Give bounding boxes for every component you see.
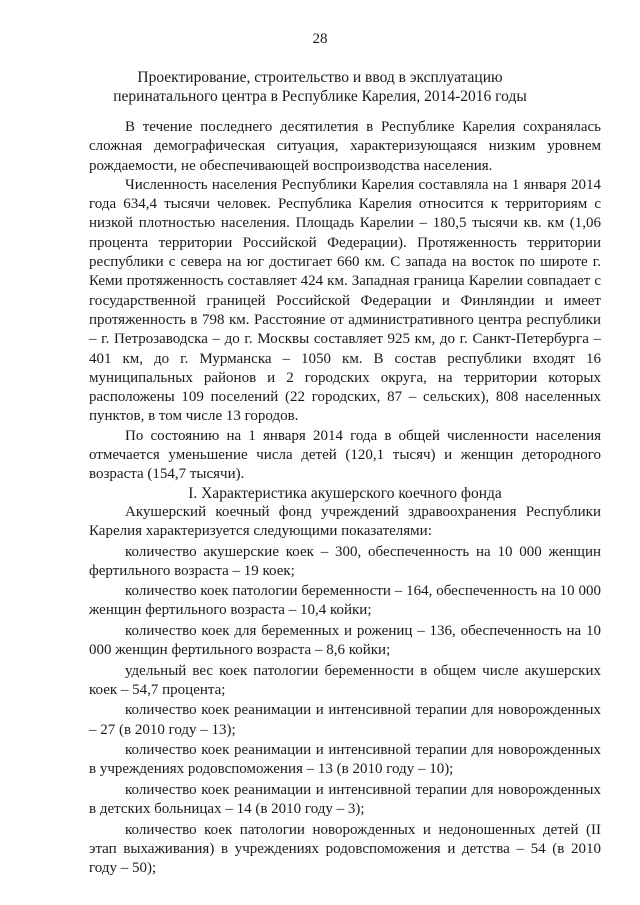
intro-paragraph-2: Численность населения Республики Карелия составляла на 1 января 2014 года 634,4 тысячи человек. Республика Карелия относится к территориям с низкой плотностью населения. Площадь Карелии – 180,5 тысячи кв. км (1,06 процента территории Российской Федерации). Протяженность территории республики с севера на юг достигает 660 км. С запада на восток по широте г. Кеми протяженность составляет 424 км. Западная граница Карелии совпадает с государственной границей Российской Федерации и Финляндии и имеет протяженность в 798 км. Расстояние от административного центра республики – г. Петрозаводска – до г. Москвы составляет 925 км, до г. Санкт-Петербурга – 401 км, до г. Мурманска – 1050 км. В состав республики входят 16 муниципальных районов и 2 городских округа, на территории которых расположены 109 поселений (22 городских, 87 – сельских), 808 населенных пунктов, в том числе 13 городов.: [89, 176, 601, 425]
document-title: [90, 68, 550, 106]
indicator-item: количество коек реанимации и интенсивной терапии для новорожденных в детских больницах – 14 (в 2010 году – 3);: [89, 781, 601, 817]
intro-paragraph-1: В течение последнего десятилетия в Республике Карелия сохранялась сложная демографическая ситуация, характеризующаяся низким уровнем рождаемости, не обеспечивающей воспроизводства населения.: [89, 119, 601, 174]
section-body: [89, 503, 601, 879]
indicator-item: количество коек патологии беременности – 164, обеспеченность на 10 000 женщин фертильного возраста – 10,4 койки;: [89, 583, 601, 619]
document-title-line-2: перинатального центра в Республике Карелия, 2014-2016 годы: [113, 88, 527, 105]
indicator-item: удельный вес коек патологии беременности в общем числе акушерских коек – 54,7 процента;: [89, 662, 601, 698]
page-number: 28: [312, 31, 328, 47]
section-lead-paragraph: Акушерский коечный фонд учреждений здравоохранения Республики Карелия характеризуется следующими показателями:: [89, 504, 601, 540]
intro-paragraph-3: По состоянию на 1 января 2014 года в общей численности населения отмечается уменьшение числа детей (120,1 тысяч) и женщин детородного возраста (154,7 тысячи).: [89, 427, 601, 483]
section-heading: I. Характеристика акушерского коечного фонда: [188, 485, 502, 502]
indicator-item: количество коек реанимации и интенсивной терапии для новорожденных в учреждениях родовспоможения – 13 (в 2010 году – 10);: [89, 742, 601, 778]
indicator-item: количество коек реанимации и интенсивной терапии для новорожденных – 27 (в 2010 году – 13);: [89, 702, 601, 738]
intro-text: [89, 118, 601, 485]
indicator-item: количество акушерские коек – 300, обеспеченность на 10 000 женщин фертильного возраста – 19 коек;: [89, 543, 601, 579]
indicator-item: количество коек патологии новорожденных и недоношенных детей (II этап выхаживания) в учреждениях родовспоможения и детства – 54 (в 2010 году – 50);: [89, 821, 601, 876]
indicator-item: количество коек для беременных и рожениц – 136, обеспеченность на 10 000 женщин фертильного возраста – 8,6 койки;: [89, 623, 601, 659]
document-title-line-1: Проектирование, строительство и ввод в эксплуатацию: [137, 69, 503, 86]
